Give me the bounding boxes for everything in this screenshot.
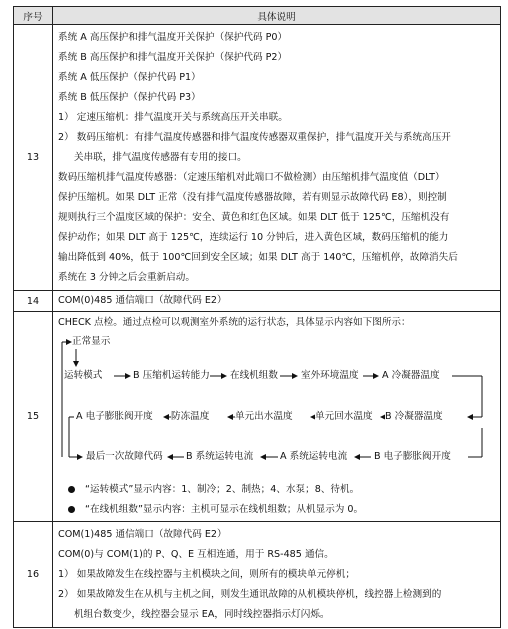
flow-node: B 系统运转电流 <box>186 451 254 462</box>
row-description <box>53 522 501 628</box>
desc-line: 规则执行三个温度区域的保护：安全、黄色和红色区域。如果 DLT 低于 125℃，压缩机没有 <box>58 212 450 223</box>
desc-line: COM(0)与 COM(1)的 P、Q、E 互相连通，用于 RS-485 通信。 <box>58 549 334 560</box>
desc-line: 系统 B 高压保护和排气温度开关保护（保护代码 P2） <box>58 52 288 63</box>
flow-node: B 压缩机运转能力 <box>133 370 210 381</box>
table-row <box>14 522 501 628</box>
desc-line: COM(1)485 通信端口（故障代码 E2） <box>58 529 227 540</box>
row-number: 16 <box>14 522 53 628</box>
desc-line: 系统 B 低压保护（保护代码 P3） <box>58 92 201 103</box>
desc-line: 1） 定速压缩机：排气温度开关与系统高压开关串联。 <box>58 112 288 123</box>
row-description <box>53 291 501 312</box>
flow-node: B 冷凝器温度 <box>385 411 443 422</box>
table-header-row <box>14 7 501 25</box>
desc-line: 保护压缩机。如果 DLT 正常（没有排气温度传感器故障，若有则显示故障代码 E8），则控制 <box>58 192 447 203</box>
flow-node: A 系统运转电流 <box>280 451 348 462</box>
desc-line: 1） 如果故障发生在线控器与主机模块之间，则所有的模块单元停机； <box>58 569 355 580</box>
flow-node: A 电子膨胀阀开度 <box>76 411 153 422</box>
desc-line: 系统 A 高压保护和排气温度开关保护（保护代码 P0） <box>58 32 288 43</box>
desc-line: 数码压缩机排气温度传感器：（定速压缩机对此端口不做检测）由压缩机排气温度值（DLT） <box>58 172 445 183</box>
note-text: “在线机组数”显示内容：主机可显示在线机组数；从机显示为 0。 <box>85 504 364 515</box>
flow-node: B 电子膨胀阀开度 <box>374 451 451 462</box>
flow-node: A 冷凝器温度 <box>382 370 440 381</box>
flow-node: 室外环境温度 <box>301 370 359 381</box>
desc-line: 系统 A 低压保护（保护代码 P1） <box>58 72 201 83</box>
spec-table <box>13 6 501 628</box>
check-intro: CHECK 点检。通过点检可以观测室外系统的运行状态，具体显示内容如下图所示： <box>58 317 411 328</box>
table-row <box>14 291 501 312</box>
note-text: “运转模式”显示内容：1、制冷；2、制热；4、水泵；8、待机。 <box>85 484 360 495</box>
desc-line: 输出降低到 40%，低于 100℃回到安全区域；如果 DLT 高于 140℃，压缩机停，故障消失后 <box>58 252 458 263</box>
header-seq: 序号 <box>14 7 53 25</box>
check-flow-diagram <box>58 333 495 480</box>
flow-node: 在线机组数 <box>230 370 278 381</box>
row-description <box>53 312 501 522</box>
flow-start: 正常显示 <box>72 336 111 347</box>
note-line <box>58 500 495 520</box>
flow-node: 最后一次故障代码 <box>86 451 163 462</box>
note-line <box>58 480 495 500</box>
row-number: 15 <box>14 312 53 522</box>
bullet-icon <box>68 486 75 493</box>
row-description <box>53 25 501 291</box>
header-desc: 具体说明 <box>53 7 501 25</box>
desc-line: 保护动作；如果 DLT 高于 125℃，连续运行 10 分钟后，进入黄色区域，数码压缩机的能力 <box>58 232 449 243</box>
desc-line: 2） 如果故障发生在从机与主机之间，则发生通讯故障的从机模块停机，线控器上检测到的 <box>58 589 442 600</box>
row-number: 13 <box>14 25 53 291</box>
desc-line: 机组台数变少，线控器会显示 EA，同时线控器指示灯闪烁。 <box>74 609 330 620</box>
flow-node: 单元出水温度 <box>235 411 293 422</box>
flow-node: 防冻温度 <box>171 411 210 422</box>
desc-line: 系统在 3 分钟之后会重新启动。 <box>58 272 195 283</box>
table-row <box>14 312 501 522</box>
flow-node: 单元回水温度 <box>315 411 373 422</box>
row-number: 14 <box>14 291 53 312</box>
desc-line: 关串联，排气温度传感器有专用的接口。 <box>74 152 247 163</box>
desc-line: COM(0)485 通信端口（故障代码 E2） <box>58 295 227 306</box>
bullet-icon <box>68 506 75 513</box>
flow-node: 运转模式 <box>64 370 103 381</box>
table-row <box>14 25 501 291</box>
desc-line: 2） 数码压缩机：有排气温度传感器和排气温度传感器双重保护，排气温度开关与系统高压开 <box>58 132 451 143</box>
